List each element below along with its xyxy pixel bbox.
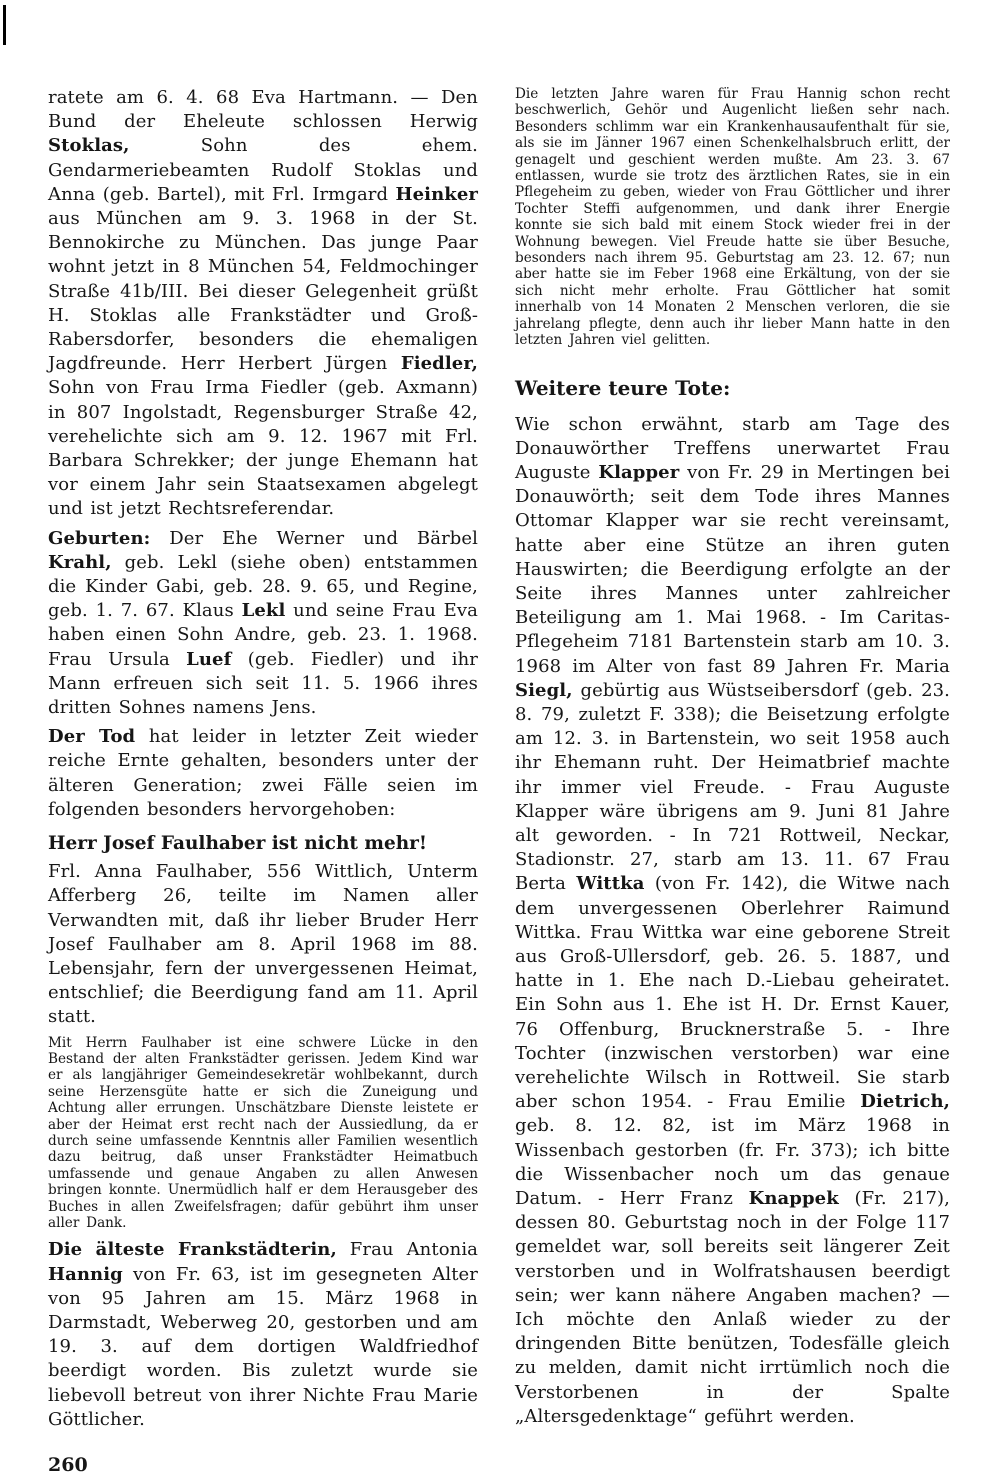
paragraph-births: Geburten: Der Ehe Werner und Bärbel Krahl, geb. Lekl (siehe oben) entstammen die Kinder Gabi, geb. 28. 9. 65, und Regine, geb. 1. 7. 67. Klaus Lekl und seine Frau Eva haben einen Sohn Andre, geb. 23. 1. 1968. Frau Ursula Luef (geb. Fiedler) und ihr Mann erfreuen sich seit 11. 5. 1966 ihres dritten Sohnes namens Jens. [48, 527, 479, 719]
paragraph-more-deaths: Wie schon erwähnt, starb am Tage des Donauwörther Treffens unerwartet Frau Auguste Klapper von Fr. 29 in Mertingen bei Donauwörth; seit dem Tode ihres Mannes Ottomar Klapper war sie recht vereinsamt, hatte aber eine Stütze an ihren guten Hauswirten; die Beerdigung erfolgte an der Seite ihres Mannes unter zahlreicher Beteiligung am 1. Mai 1968. - Im Caritas-Pflegeheim 7181 Bartenstein starb am 10. 3. 1968 im Alter von fast 89 Jahren Fr. Maria Siegl, gebürtig aus Wüstseibersdorf (geb. 23. 8. 79, zuletzt F. 338); die Beisetzung erfolgte am 12. 3. in Bartenstein, wo seit 1958 auch ihr Ehemann ruht. Der Heimatbrief machte ihr immer viel Freude. - Frau Auguste Klapper wäre übrigens am 9. Juni 81 Jahre alt geworden. - In 721 Rottweil, Neckar, Stadionstr. 27, starb am 13. 11. 67 Frau Berta Wittka (von Fr. 142), die Witwe nach dem unvergessenen Oberlehrer Raimund Wittka. Frau Wittka war eine geborene Streit aus Groß-Ullersdorf, geb. 26. 5. 1887, und hatte in 1. Ehe nach D.-Liebau geheiratet. Ein Sohn aus 1. Ehe ist H. Dr. Ernst Kauer, 76 Offenburg, Brucknerstraße 5. - Ihre Tochter (inzwischen verstorben) war eine verehelichte Wilsch in Rottweil. Sie starb aber schon 1954. - Frau Emilie Dietrich, geb. 8. 12. 82, ist im März 1968 in Wissenbach gestorben (fr. Fr. 373); ich bitte die Wissenbacher noch um das genaue Datum. - Herr Franz Knappek (Fr. 217), dessen 80. Geburtstag noch in der Folge 117 gemeldet war, soll bereits seit längerer Zeit verstorben und in Wolfratshausen beerdigt sein; wer kann nähere Angaben machen? — Ich möchte den Anlaß wieder zu der dringenden Bitte benützen, Todesfälle gleich zu melden, damit nicht irrtümlich noch die Verstorbenen in der Spalte „Altersgedenktage“ geführt werden. [515, 413, 950, 1427]
small-print-faulhaber-tribute: Mit Herrn Faulhaber ist eine schwere Lücke in den Bestand der alten Frankstädter gerissen. Jedem Kind war er als langjähriger Gemeindesekretär wohlbekannt, durch seine Herzensgüte hatte er sich die Zuneigung und Achtung aller errungen. Unschätzbare Dienste leistete er aber der Heimat erst recht nach der Aussiedlung, da er durch seine umfassende Kenntnis aller Familien wesentlich dazu beitrug, daß unser Frankstädter Heimatbuch umfassende und genaue Angaben zu allen Anwesen bringen konnte. Unermüdlich half er dem Herausgeber des Buches in allen Zweifelsfragen; dafür gebührt ihm unser aller Dank. [48, 1034, 478, 1231]
page-number: 260 [48, 1454, 88, 1476]
small-print-hannig-last-years: Die letzten Jahre waren für Frau Hannig schon recht beschwerlich, Gehör und Augenlicht ließen sehr nach. Besonders schlimm war ein Krankenhausaufenthalt für sie, als sie im Jänner 1967 einen Schenkelhalsbruch erlitt, der genagelt und geschient werden mußte. Am 23. 3. 67 entlassen, wurde sie trotz des ärztlichen Rates, sie in ein Pflegeheim zu geben, wieder von Frau Göttlicher und ihrer Tochter Steffi aufgenommen, und dank ihrer Energie konnte sie sich bald mit einem Stock wieder frei in der Wohnung bewegen. Viel Freude hatte sie über Besuche, besonders nach ihrem 95. Geburtstag am 23. 12. 67; nun aber hatte sie im Feber 1968 eine Erkältung, von der sie sich nicht mehr erholte. Frau Göttlicher hat somit innerhalb von 14 Monaten 2 Menschen verloren, die sie jahrelang pflegte, denn auch ihr lieber Mann hatte in den letzten Jahren viel gelitten. [515, 86, 950, 349]
left-column [48, 86, 478, 1476]
heading-more-deaths: Weitere teure Tote: [515, 375, 731, 400]
paragraph-marriages-continuation: ratete am 6. 4. 68 Eva Hartmann. — Den Bund der Eheleute schlossen Herwig Stoklas, Sohn des ehem. Gendarmeriebeamten Rudolf Stoklas und Anna (geb. Bartel), mit Frl. Irmgard Heinker aus München am 9. 3. 1968 in der St. Bennokirche zu München. Das junge Paar wohnt jetzt in 8 München 54, Feldmochinger Straße 41b/III. Bei dieser Gelegenheit grüßt H. Stoklas alle Frankstädter und Groß-Rabersdorfer, besonders die ehemaligen Jagdfreunde. Herr Herbert Jürgen Fiedler, Sohn von Frau Irma Fiedler (geb. Axmann) in 807 Ingolstadt, Regensburger Straße 42, verehelichte sich am 9. 12. 1967 mit Frl. Barbara Schrekker; der junge Ehemann hat vor einem Jahr sein Staatsexamen abgelegt und ist jetzt Rechtsreferendar. [48, 87, 478, 520]
paragraph-faulhaber-obituary: Frl. Anna Faulhaber, 556 Wittlich, Unterm Afferberg 26, teilte im Namen aller Verwandten mit, daß ihr lieber Bruder Herr Josef Faulhaber am 8. April 1968 im 88. Lebensjahr, fern der unvergessenen Heimat, entschlief; die Beerdigung fand am 11. April statt. [48, 861, 478, 1028]
paragraph-hannig-obituary: Die älteste Frankstädterin, Frau Antonia Hannig von Fr. 63, ist im gesegneten Alter von 95 Jahren am 15. März 1968 in Darmstadt, Weberweg 20, gestorben und am 19. 3. auf dem dortigen Waldfriedhof beerdigt worden. Bis zuletzt wurde sie liebevoll betreut von ihrer Nichte Frau Marie Göttlicher. [48, 1239, 479, 1430]
right-column [515, 86, 950, 1429]
paragraph-deaths-intro: Der Tod hat leider in letzter Zeit wieder reiche Ernte gehalten, besonders unter der älteren Generation; zwei Fälle seien im folgenden besonders hervorgehoben: [48, 726, 478, 820]
scan-artifact-mark [3, 5, 6, 45]
two-column-layout [48, 86, 950, 1476]
heading-faulhaber-obituary: Herr Josef Faulhaber ist nicht mehr! [48, 833, 428, 855]
